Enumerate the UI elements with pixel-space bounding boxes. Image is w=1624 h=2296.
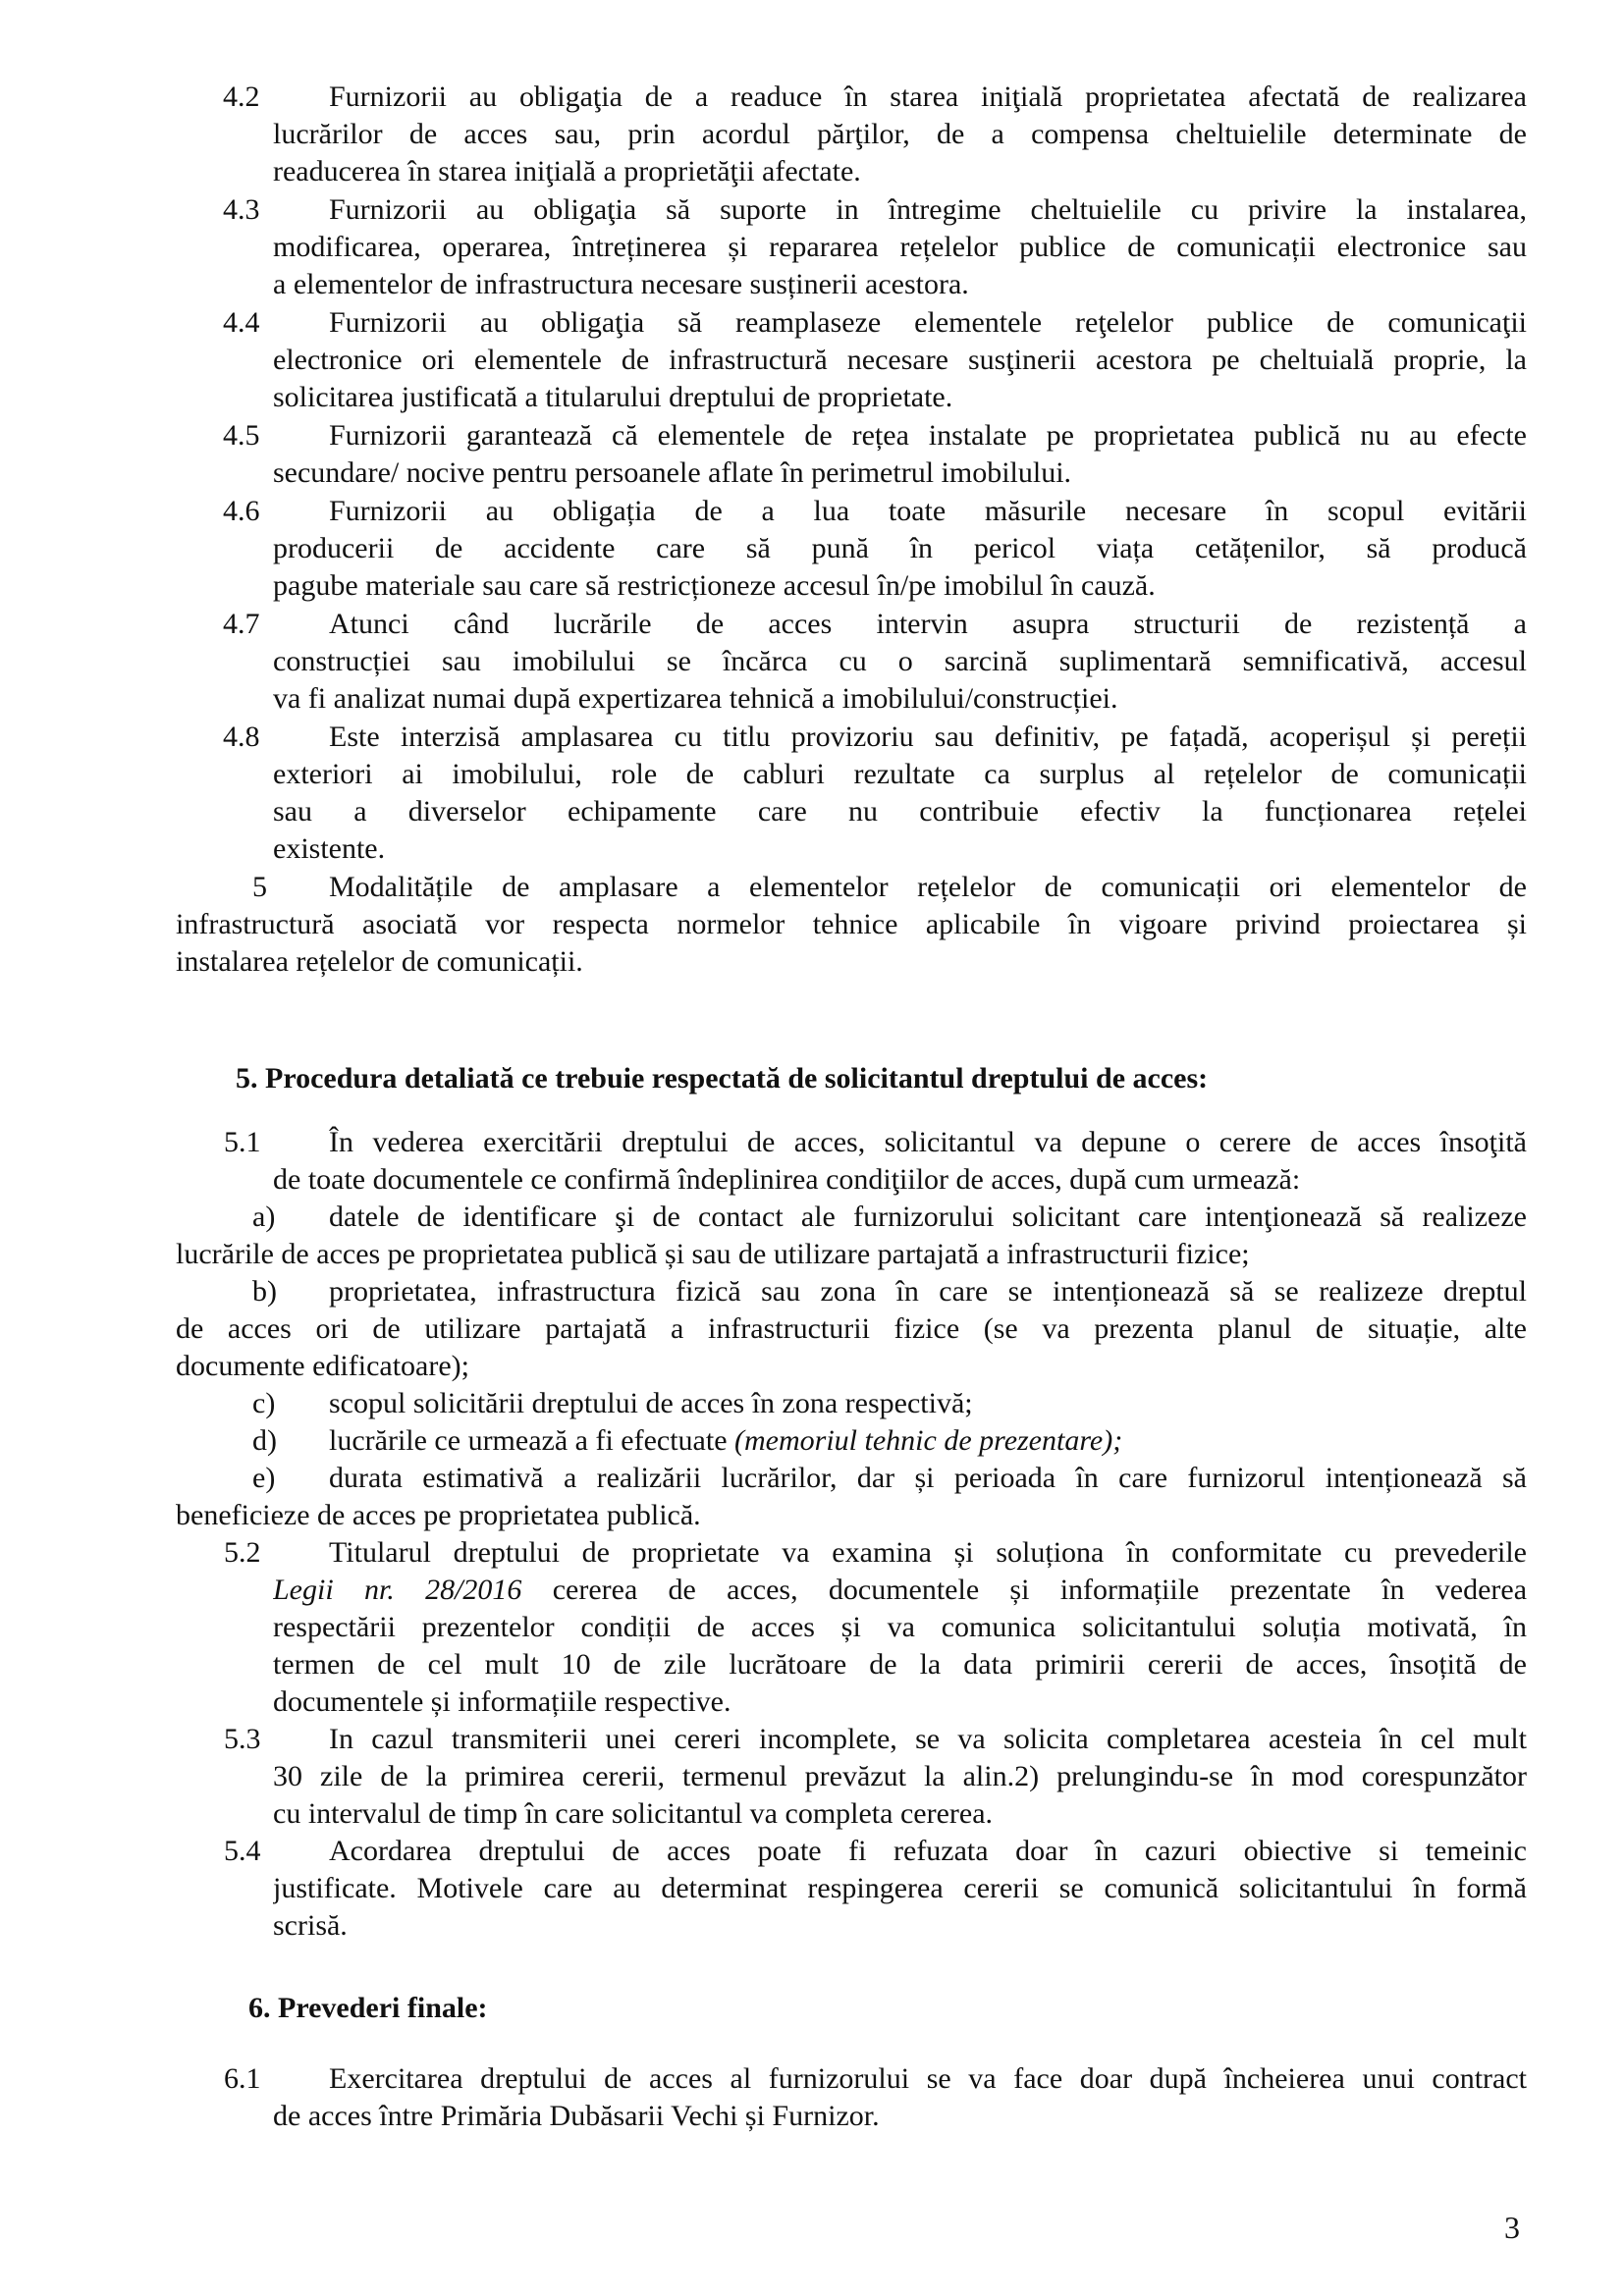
subitem-text-line: datele de identificare şi de contact ale furnizorului solicitant care intenţionează să realizeze <box>329 1201 1527 1233</box>
clause-text-line: termen de cel mult 10 de zile lucrătoare de la data primirii cererii de acces, însoțită de <box>273 1648 1527 1681</box>
clause-text-line: justificate. Motivele care au determinat respingerea cererii se comunică solicitantului în formă <box>273 1872 1527 1904</box>
clause-number: 6.1 <box>224 2062 261 2095</box>
clause-text-line: construcției sau imobilului se încărca cu o sarcină suplimentară semnificativă, accesul <box>273 645 1527 677</box>
clause-text-line: electronice ori elementele de infrastructură necesare susţinerii acestora pe cheltuială proprie, la <box>273 344 1527 376</box>
subitem-text-line: de acces ori de utilizare partajată a infrastructurii fizice (se va prezenta planul de situație, alte <box>176 1312 1527 1345</box>
subitem-letter: c) <box>252 1387 276 1419</box>
clause-text-line: Furnizorii au obligaţia să reamplaseze elementele reţelelor publice de comunicaţii <box>329 306 1527 339</box>
clause-number: 4.2 <box>223 80 260 113</box>
subitem-text-line <box>329 1422 1527 1460</box>
clause-number: 4.3 <box>223 193 260 226</box>
clause-number: 5.4 <box>224 1835 261 1867</box>
clause-text-line: cu intervalul de timp în care solicitantul va completa cererea. <box>273 1797 994 1830</box>
clause-text-line: exteriori ai imobilului, role de cabluri rezultate ca surplus al rețelelor de comunicații <box>273 758 1527 790</box>
clause-text-line: Modalitățile de amplasare a elementelor rețelelor de comunicații ori elementelor de <box>329 871 1527 903</box>
clause-text-line: Este interzisă amplasarea cu titlu provizoriu sau definitiv, pe fațadă, acoperișul și pereții <box>329 721 1527 753</box>
subitem-text-line: durata estimativă a realizării lucrărilor, dar și perioada în care furnizorul intenționează să <box>329 1462 1527 1494</box>
clause-number: 4.4 <box>223 306 260 339</box>
clause-text-line: Acordarea dreptului de acces poate fi refuzata doar în cazuri obiective si temeinic <box>329 1835 1527 1867</box>
clause-text-line: scrisă. <box>273 1909 348 1942</box>
clause-text-line: sau a diverselor echipamente care nu contribuie efectiv la funcționarea rețelei <box>273 795 1527 828</box>
page-number: 3 <box>1504 2210 1520 2245</box>
clause-text-line: pagube materiale sau care să restricționeze accesul în/pe imobilul în cauză. <box>273 569 1156 602</box>
clause-number: 5.3 <box>224 1723 261 1755</box>
clause-number: 4.8 <box>223 721 260 753</box>
clause-text-line: respectării prezentelor condiții de acces și va comunica solicitantului soluția motivată, în <box>273 1611 1527 1643</box>
subitem-letter: a) <box>252 1201 276 1233</box>
clause-text-line: instalarea rețelelor de comunicații. <box>176 945 583 978</box>
clause-text-line: 30 zile de la primirea cererii, termenul prevăzut la alin.2) prelungindu-se în mod corespunzător <box>273 1760 1527 1792</box>
clause-number: 4.5 <box>223 419 260 452</box>
law-reference: Legii nr. 28/2016 <box>273 1574 522 1606</box>
section-6-heading: 6. Prevederi finale: <box>248 1992 488 2024</box>
clause-text-line: Exercitarea dreptului de acces al furnizorului se va face doar după încheierea unui contract <box>329 2062 1527 2095</box>
clause-text-line <box>273 1572 1527 1609</box>
subitem-text: lucrările ce urmează a fi efectuate <box>329 1424 735 1457</box>
clause-text-line: solicitarea justificată a titularului dreptului de proprietate. <box>273 381 953 413</box>
clause-text-line: a elementelor de infrastructura necesare susținerii acestora. <box>273 268 969 300</box>
clause-text-line: In cazul transmiterii unei cereri incomplete, se va solicita completarea acesteia în cel mult <box>329 1723 1527 1755</box>
clause-text-line: de acces între Primăria Dubăsarii Vechi și Furnizor. <box>273 2100 880 2132</box>
clause-text-line: existente. <box>273 832 386 865</box>
clause-text-line: Furnizorii au obligaţia să suporte in întregime cheltuielile cu privire la instalarea, <box>329 193 1527 226</box>
clause-number: 5 <box>252 871 267 903</box>
clause-text-line: va fi analizat numai după expertizarea tehnică a imobilului/construcției. <box>273 682 1118 715</box>
subitem-text-line: documente edificatoare); <box>176 1350 470 1382</box>
clause-text-line: de toate documentele ce confirmă îndeplinirea condiţiilor de acces, după cum urmează: <box>273 1163 1301 1196</box>
subitem-letter: d) <box>252 1424 277 1457</box>
clause-number: 5.1 <box>224 1126 261 1158</box>
clause-number: 4.7 <box>223 608 260 640</box>
subitem-text-line: lucrările de acces pe proprietatea publică și sau de utilizare partajată a infrastructurii fizice; <box>176 1238 1250 1270</box>
clause-text-line: Furnizorii au obligația de a lua toate măsurile necesare în scopul evitării <box>329 495 1527 527</box>
clause-text-line: producerii de accidente care să pună în pericol viața cetățenilor, să producă <box>273 532 1527 564</box>
clause-text-line: Furnizorii au obligaţia de a readuce în starea iniţială proprietatea afectată de realizarea <box>329 80 1527 113</box>
section-5-heading: 5. Procedura detaliată ce trebuie respectată de solicitantul dreptului de acces: <box>236 1062 1209 1095</box>
clause-text-line: Atunci când lucrările de acces intervin asupra structurii de rezistență a <box>329 608 1527 640</box>
subitem-text-line: beneficieze de acces pe proprietatea publică. <box>176 1499 701 1531</box>
subitem-text-line: proprietatea, infrastructura fizică sau zona în care se intenționează să se realizeze dreptul <box>329 1275 1527 1308</box>
subitem-text-line: scopul solicitării dreptului de acces în zona respectivă; <box>329 1387 973 1419</box>
clause-text: cererea de acces, documentele și informațiile prezentate în vederea <box>552 1574 1527 1606</box>
clause-text-line: lucrărilor de acces sau, prin acordul părţilor, de a compensa cheltuielile determinate de <box>273 118 1527 150</box>
italic-reference: (memoriul tehnic de prezentare); <box>734 1424 1123 1457</box>
clause-text-line: În vederea exercitării dreptului de acces, solicitantul va depune o cerere de acces însoţită <box>329 1126 1527 1158</box>
clause-number: 4.6 <box>223 495 260 527</box>
clause-text-line: Titularul dreptului de proprietate va examina și soluționa în conformitate cu prevederile <box>329 1536 1527 1569</box>
clause-text-line: modificarea, operarea, întreținerea și repararea rețelelor publice de comunicații electronice sau <box>273 231 1527 263</box>
clause-text-line: Furnizorii garantează că elementele de rețea instalate pe proprietatea publică nu au efecte <box>329 419 1527 452</box>
clause-text-line: readucerea în starea iniţială a proprietăţii afectate. <box>273 155 861 187</box>
clause-text-line: infrastructură asociată vor respecta normelor tehnice aplicabile în vigoare privind proiectarea și <box>176 908 1527 940</box>
clause-text-line: documentele și informațiile respective. <box>273 1685 731 1718</box>
clause-number: 5.2 <box>224 1536 261 1569</box>
subitem-letter: b) <box>252 1275 277 1308</box>
subitem-letter: e) <box>252 1462 276 1494</box>
clause-text-line: secundare/ nocive pentru persoanele aflate în perimetrul imobilului. <box>273 456 1072 489</box>
